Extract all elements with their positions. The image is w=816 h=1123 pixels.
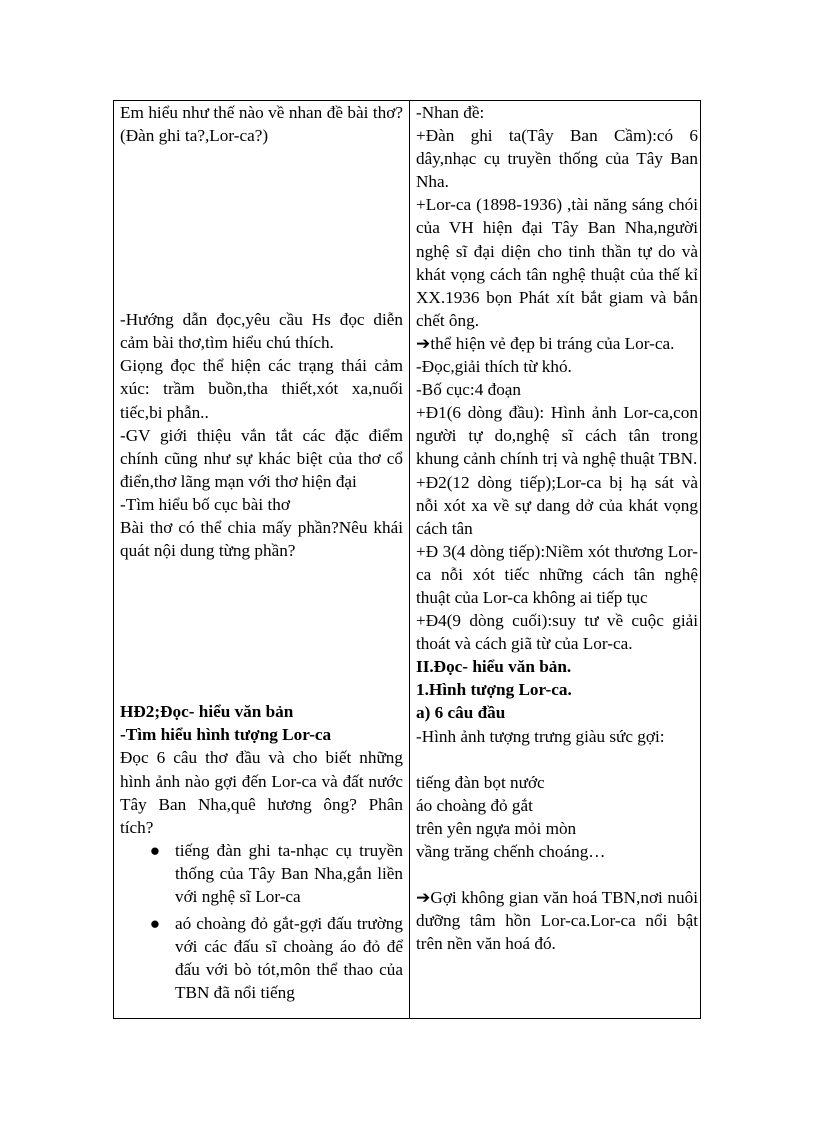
guitar-note: +Đàn ghi ta(Tây Ban Cầm):có 6 dây,nhạc cụ truyền thống của Tây Ban Nha. [416,126,698,192]
guide-intro: -GV giới thiệu vắn tắt các đặc điểm chính cũng như sự khác biệt của thơ cổ điển,thơ lãng mạn với thơ hiện đại [120,425,403,491]
bullet-text: aó choàng đỏ gắt-gợi đấu trường với các đấu sĩ choàng áo đỏ để đấu với bò tót,môn thể thao của TBN đã nổi tiếng [175,914,403,1003]
hd2-subheading: -Tìm hiểu hình tượng Lor-ca [120,725,332,745]
teacher-activity-column [120,101,403,1004]
guide-question: Bài thơ có thể chia mấy phần?Nêu khái quát nội dung từng phần? [120,518,403,561]
bullet-icon: ● [149,914,161,934]
final-conclusion [416,886,698,955]
image-line: tiếng đàn bọt nước [416,772,545,792]
guide-voice: Giọng đọc thể hiện các trạng thái cảm xúc: trầm buồn,tha thiết,xót xa,nuối tiếc,bi phẫn.. [120,356,403,422]
title-label: -Nhan đề: [416,103,485,122]
final-text: Gợi không gian văn hoá TBN,nơi nuôi dưỡng tâm hồn Lor-ca.Lor-ca nổi bật trên nền văn hoá đó. [416,888,698,954]
bullet-item [120,839,403,908]
image-line: áo choàng đỏ gắt [416,795,533,815]
hd2-question: Đọc 6 câu thơ đầu và cho biết những hình ảnh nào gợi đến Lor-ca và đất nước Tây Ban Nha,quê hương ông? Phân tích? [120,748,403,837]
structure-reading: -Đọc,giải thích từ khó. [416,357,572,377]
arrow-icon: ➔ [416,333,431,353]
conclusion-text: thể hiện vẻ đẹp bi tráng của Lor-ca. [430,333,675,353]
lesson-table [113,100,701,1019]
structure-part-2: +Đ2(12 dòng tiếp);Lor-ca bị hạ sát và nỗi xót xa về sự dang dở của khát vọng cách tân [416,472,698,538]
structure-part-1: +Đ1(6 dòng đầu): Hình ảnh Lor-ca,con người tự do,nghệ sĩ cách tân trong khung cảnh chính trị và nghệ thuật TBN. [416,403,698,469]
arrow-icon: ➔ [416,888,431,907]
image-line: trên yên ngựa mỏi mòn [416,818,577,838]
guide-reading: -Hướng dẫn đọc,yêu cầu Hs đọc diễn cảm bài thơ,tìm hiểu chú thích. [120,310,403,353]
sub-heading: 1.Hình tượng Lor-ca. [416,680,572,700]
bullet-icon: ● [149,840,161,860]
hd2-heading: HĐ2;Đọc- hiểu văn bản [120,702,294,722]
lorca-note: +Lor-ca (1898-1936) ,tài năng sáng chói của VH hiện đại Tây Ban Nha,người nghệ sĩ đại diện cho tinh thần tự do và khát vọng cách tân nghệ thuật của thế kỉ XX.1936 bọn Phát xít bắt giam và bắn chết ông. [416,195,698,330]
structure-part-3: +Đ 3(4 dòng tiếp):Niềm xót thương Lor-ca nỗi xót tiếc những cách tân nghệ thuật của Lor-ca không ai tiếp tục [416,541,698,607]
title-question: Em hiểu như thế nào về nhan đề bài thơ?(Đàn ghi ta?,Lor-ca?) [120,103,403,146]
bullet-item [120,912,403,1004]
image-line: vầng trăng chếnh choáng… [416,841,606,861]
sub-sub-heading: a) 6 câu đầu [416,703,506,723]
structure-count: -Bố cục:4 đoạn [416,380,522,400]
section-heading: II.Đọc- hiểu văn bản. [416,657,572,677]
symbol-intro: -Hình ảnh tượng trưng giàu sức gợi: [416,726,665,746]
bullet-text: tiếng đàn ghi ta-nhạc cụ truyền thống của Tây Ban Nha,gắn liền với nghệ sĩ Lor-ca [175,840,403,906]
structure-part-4: +Đ4(9 dòng cuối):suy tư về cuộc giải thoát và cách giã từ của Lor-ca. [416,611,698,654]
student-activity-column [416,101,698,955]
column-divider [409,101,410,1018]
conclusion [416,332,698,355]
guide-structure: -Tìm hiểu bố cục bài thơ [120,494,290,514]
